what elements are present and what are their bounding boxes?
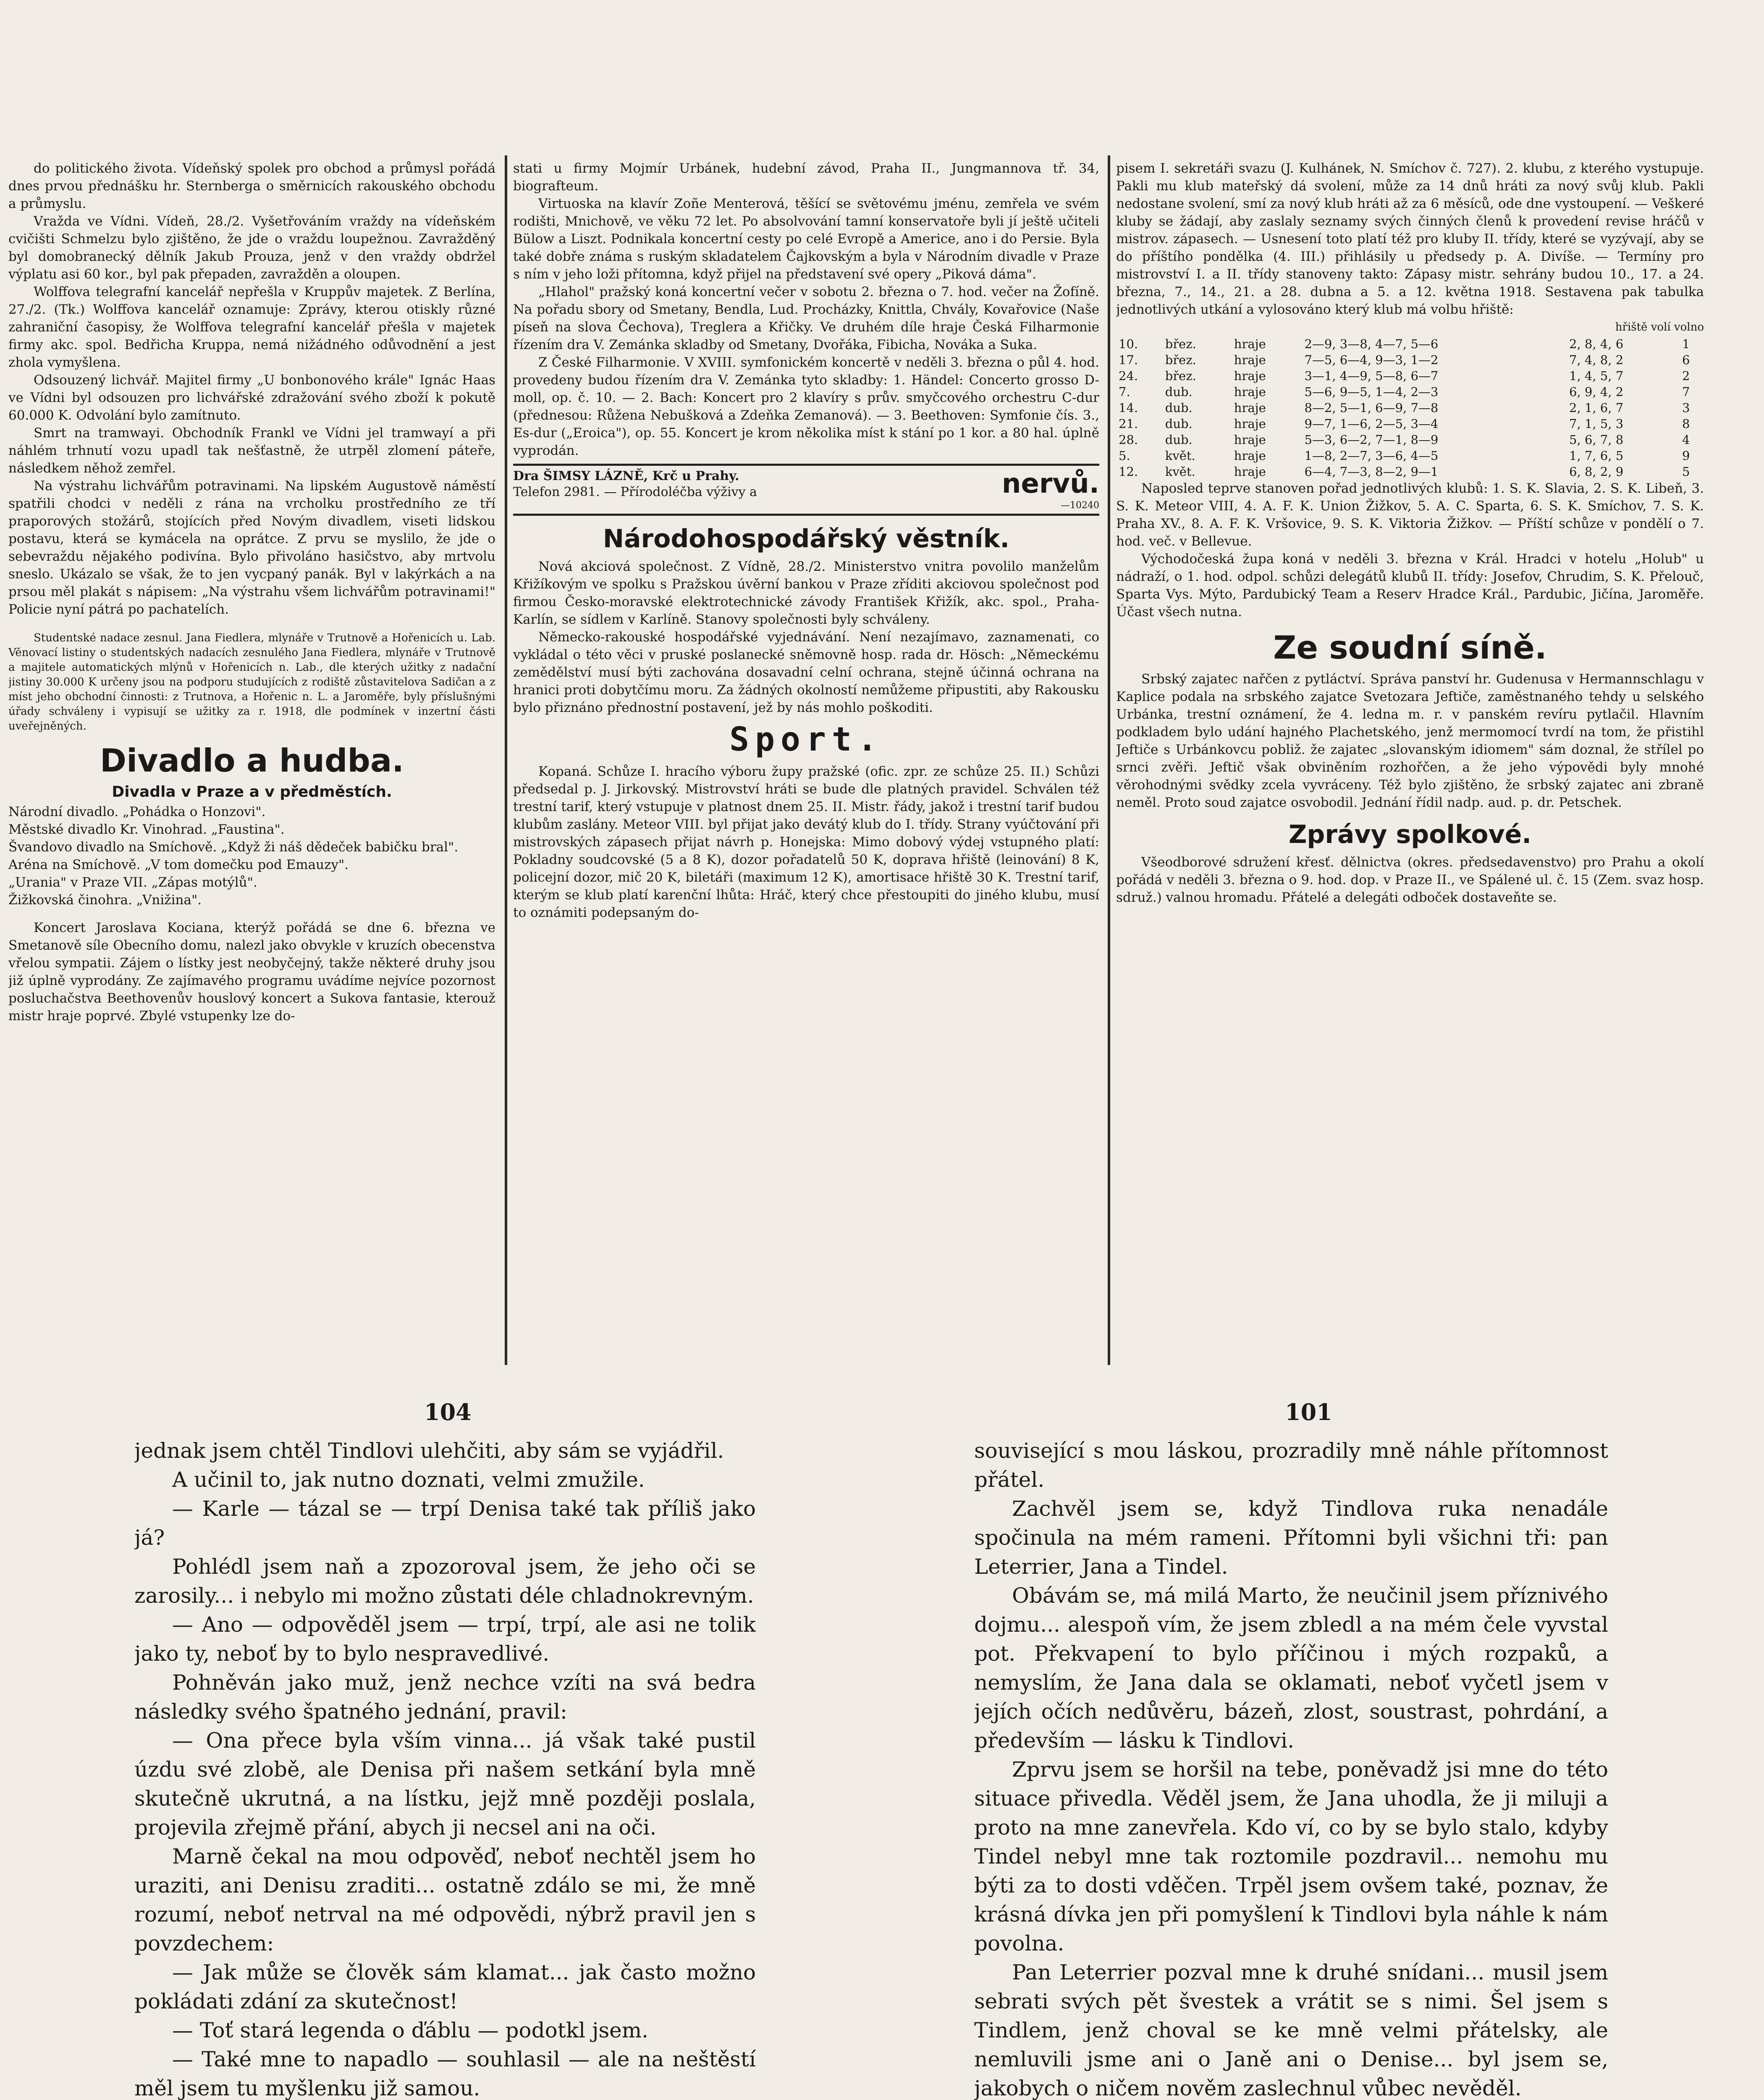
table-cell: 1, 4, 5, 7 — [1569, 369, 1624, 383]
table-cell: 1 — [1682, 337, 1690, 351]
section-heading-clubs: Zprávy spolkové. — [1288, 820, 1532, 849]
table-cell: hraje — [1234, 385, 1266, 399]
news-item: Naposled teprve stanoven pořad jednotlivých klubů: 1. S. K. Slavia, 2. S. K. Libeň, 3. S. K. Meteor VIII, 4. A. F. K. Union Žižkov, 5. A. C. Sparta, 6. S. K. Smíchov, 7. S. K. Praha XV., 8. A. F. K. Vršovice, 9. S. K. Viktoria Žižkov. — Příští schůze v pondělí o 7. hod. več. v Bellevue. — [1116, 481, 1704, 549]
news-item: Kopaná. Schůze I. hracího výboru župy pražské (ofic. zpr. ze schůze 25. II.) Schůzi předsedal p. J. Jirkovský. Mistrovství hráti se bude dle platných pravidel. Schválen též trestní tarif, který vstupuje v platnost dnem 25. II. Mistr. řády, jakož i trestní tarif budou klubům zaslány. Meteor VIII. byl přijat jako devátý klub do I. třídy. Strany vyúčtování při mistrovských zápasech přijat návrh p. Honejska: Mimo dobový výdej vstupného platí: Pokladny soudcovské (5 a 8 K), dozor pořadatelů 50 K, doprava hřiště (leinování) 8 K, policejní dozor, mič 20 K, biletáři (maximum 12 K), amortisace hřiště 30 K. Trestní tarif, kterým se klub platí karenční lhůta: Hráč, který chce přestoupiti do jiného klubu, musí to oznámiti podepsaným do- — [513, 764, 1099, 920]
novel-paragraph: související s mou láskou, prozradily mně náhle přítomnost přátel. — [974, 1438, 1608, 1492]
table-cell: 3 — [1682, 401, 1690, 415]
table-cell: břez. — [1165, 337, 1196, 351]
table-cell: hraje — [1234, 417, 1266, 431]
table-cell: 2, 1, 6, 7 — [1569, 401, 1624, 415]
novel-paragraph: — Karle — tázal se — trpí Denisa také tak příliš jako já? — [134, 1496, 756, 1550]
table-row — [1116, 400, 1704, 416]
table-row — [1116, 368, 1704, 384]
novel-paragraph: — Ona přece byla vším vinna... já však také pustil úzdu své zlobě, ale Denisa při našem setkání byla mně skutečně ukrutná, a na lístku, jejž mně později poslala, projevila zřejmě přání, abych ji necsel ani na oči. — [134, 1728, 756, 1840]
novel-text-right — [974, 1436, 1608, 2100]
table-cell: květ. — [1165, 465, 1195, 479]
novel-paragraph: — Toť stará legenda o ďáblu — podotkl jsem. — [172, 2018, 649, 2042]
theatre-listing: Švandovo divadlo na Smíchově. „Když ži náš dědeček babičku bral". — [8, 840, 459, 855]
table-cell: 5—6, 9—5, 1—4, 2—3 — [1304, 385, 1439, 399]
novel-paragraph: — Jak může se člověk sám klamat... jak často možno pokládati zdání za skutečnost! — [134, 1960, 756, 2013]
news-item: Wolffova telegrafní kancelář nepřešla v Kruppův majetek. Z Berlína, 27./2. (Tk.) Wolffova kancelář oznamuje: Zprávy, kterou otiskly různé zahraniční časopisy, že Wolffova telegrafní kancelář přešla v majetek firmy akc. spol. Bedřicha Kruppa, nemá nižádného odůvodnění a jest zhola vymyšlena. — [8, 284, 495, 370]
page-number-left: 104 — [424, 1399, 472, 1425]
ad-word: nervů. — [1001, 468, 1099, 499]
ad-code: —10240 — [1061, 500, 1099, 511]
news-column-3 — [1116, 160, 1704, 1365]
news-item: Koncert Jaroslava Kociana, kterýž pořádá se dne 6. března ve Smetanově síle Obecního domu, nalezl jako obvykle v kruzích obecenstva vřelou sympatii. Zájem o lístky jest neobyčejný, takže některé druhy jsou již úplně vyprodány. Ze zajímavého programu uvádíme nejvíce pozornost posluchačstva Beethovenův houslový koncert a Sukova fantasie, kterouž mistr hraje poprvé. Zbylé vstupenky lze do- — [8, 920, 495, 1024]
news-item: Smrt na tramwayi. Obchodník Frankl ve Vídni jel tramwayí a při náhlém trhnutí vozu upadl tak nešťastně, že utrpěl zlomení páteře, následkem něhož zemřel. — [8, 425, 495, 476]
column-rule-1 — [505, 155, 507, 1365]
table-cell: 6, 9, 4, 2 — [1569, 385, 1624, 399]
table-header: hřiště volí volno — [1615, 321, 1704, 333]
news-item: Všeodborové sdružení křesť. dělnictva (okres. předsedavenstvo) pro Prahu a okolí pořádá v neděli 3. března o 9. hod. dop. v Praze II., ve Spálené ul. č. 15 (Zem. svaz hosp. sdruž.) valnou hromadu. Přátelé a delegáti odboček dostaveňte se. — [1116, 855, 1704, 905]
ad-line: Dra ŠIMSY LÁZNĚ, Krč u Prahy. — [513, 469, 739, 483]
table-row — [1116, 384, 1704, 400]
news-item: „Hlahol" pražský koná koncertní večer v sobotu 2. března o 7. hod. večer na Žofíně. Na pořadu sbory od Smetany, Bendla, Lud. Procházky, Knittla, Chvály, Kovařovice (Naše píseň na slova Čechova), Treglera a Křičky. Ve druhém díle hraje Česká Filharmonie řízením dra V. Zemánka skladby od Smetany, Dvořáka, Fibicha, Nováka a Suka. — [513, 284, 1099, 352]
table-cell: dub. — [1165, 417, 1193, 431]
novel-paragraph: A učinil to, jak nutno doznati, velmi zmužile. — [172, 1467, 645, 1492]
table-cell: břez. — [1165, 353, 1196, 367]
table-cell: 2—9, 3—8, 4—7, 5—6 — [1304, 337, 1439, 351]
novel-paragraph: — Ano — odpověděl jsem — trpí, trpí, ale asi ne tolik jako ty, neboť by to bylo nespravedlivé. — [134, 1612, 756, 1666]
ad-line: Telefon 2981. — Přírodoléčba výživy a — [513, 485, 757, 499]
novel-paragraph: Pan Leterrier pozval mne k druhé snídani... musil jsem sebrati svých pět švestek a vrátit se s nimi. Šel jsem s Tindlem, jenž choval se ke mně velmi přátelsky, ale nemluvili jsme ani o Janě ani o Denise... byl jsem se, jakobych o ničem nověm zaslechnul vůbec nevěděl. — [974, 1960, 1608, 2100]
table-row — [1116, 464, 1704, 480]
table-cell: hraje — [1234, 337, 1266, 351]
table-cell: 5. — [1119, 449, 1130, 463]
novel-text-left — [134, 1436, 756, 2100]
table-cell: 8—2, 5—1, 6—9, 7—8 — [1304, 401, 1439, 415]
page-number-right: 101 — [1285, 1399, 1332, 1425]
table-cell: 24. — [1119, 369, 1138, 383]
section-heading-sport: Sport. — [729, 721, 883, 759]
small-notice: Studentské nadace zesnul. Jana Fiedlera, mlynáře v Trutnově a Hořenicích u. Lab. Věnovací listiny o studentských nadacích zesnulého Jana Fiedlera, mlynáře v Trutnově a majitele automatických mlýnů v Hořenicích n. Lab., dle kterých užitky z nadační jistiny 30.000 K určeny jsou na podporu studujících z rodiště zůstavitelova Sadičan a z míst jeho obchodní činnosti: z Trutnova, a Hořenic n. L. a Jaroměře, byly příslušnými úřady schváleny i vypisují se užitky za r. 1918, dle podmínek v inzertní části uveřejněných. — [8, 632, 495, 732]
table-cell: 7 — [1682, 385, 1690, 399]
novel-paragraph: Pohlédl jsem naň a zpozoroval jsem, že jeho oči se zarosily... i nebylo mi možno zůstati déle chladnokrevným. — [134, 1554, 756, 1608]
fixture-table — [1116, 336, 1704, 480]
table-row — [1116, 416, 1704, 432]
table-cell: hraje — [1234, 401, 1266, 415]
table-cell: dub. — [1165, 433, 1193, 447]
news-item: Odsouzený lichvář. Majitel firmy „U bonbonového krále" Ignác Haas ve Vídni byl odsouzen pro lichvářské zdražování svého zboží k pokutě 60.000 K. Odvolání bylo zamítnuto. — [8, 373, 495, 423]
theatre-listing: „Urania" v Praze VII. „Zápas motýlů". — [8, 875, 257, 890]
table-cell: dub. — [1165, 385, 1193, 399]
theatre-listing: Žižkovská činohra. „Vnižina". — [8, 892, 202, 908]
table-cell: břez. — [1165, 369, 1196, 383]
table-cell: hraje — [1234, 353, 1266, 367]
table-cell: hraje — [1234, 369, 1266, 383]
table-cell: 1, 7, 6, 5 — [1569, 449, 1624, 463]
table-cell: 14. — [1119, 401, 1138, 415]
table-cell: 7. — [1119, 385, 1130, 399]
table-cell: 6, 8, 2, 9 — [1569, 465, 1624, 479]
table-cell: 17. — [1119, 353, 1138, 367]
table-cell: 21. — [1119, 417, 1138, 431]
section-heading-court: Ze soudní síně. — [1273, 629, 1547, 666]
table-cell: 7, 4, 8, 2 — [1569, 353, 1624, 367]
table-cell: dub. — [1165, 401, 1193, 415]
theatre-listing: Aréna na Smíchově. „V tom domečku pod Emauzy". — [8, 857, 349, 872]
news-item: Srbský zajatec nařčen z pytláctví. Správa panství hr. Gudenusa v Hermannschlagu v Kaplice podala na srbského zajatce Svetozara Jeftiče, zaměstnaného tehdy u selského Urbánka, trestní oznámení, že 4. ledna m. r. v panském revíru pytlačil. Hlavním podkladem bylo udání hajného Plachetského, jenž mermomocí tvrdí na tom, že přistihl Jeftiče s Urbánkovcu pobliž. že zajatec „slovanským idiomem" sám doznal, že střílel po srnci zvěři. Jeftič však obviněním rozhořčen, a že jeho výpovědi byly mnohé věrohodnými svědky zcela vyvráceny. Též bylo zjištěno, že srbský zajatec ani zbraně neměl. Proto soud zajatce osvobodil. Jednání řídil nadp. aud. p. dr. Petschek. — [1116, 672, 1704, 810]
novel-paragraph: jednak jsem chtěl Tindlovi ulehčiti, aby sám se vyjádřil. — [134, 1438, 724, 1463]
table-cell: 4 — [1682, 433, 1690, 447]
section-heading-theatre: Divadlo a hudba. — [100, 742, 404, 779]
section-heading-economy: Národohospodářský věstník. — [603, 524, 1010, 554]
table-cell: 10. — [1119, 337, 1138, 351]
novel-paragraph: Marně čekal na mou odpověď, neboť nechtěl jsem ho uraziti, ani Denisu zraditi... ostatně zdálo se mi, že mně rozumí, neboť netrval na mé odpovědi, nýbrž pravil jen s povzdechem: — [134, 1844, 756, 1956]
table-cell: 7—5, 6—4, 9—3, 1—2 — [1304, 353, 1439, 367]
news-item: Nová akciová společnost. Z Vídně, 28./2. Ministerstvo vnitra povolilo manželům Křižíkovým ve spolku s Pražskou úvěrní bankou v Praze zříditi akciovou společnost pod firmou Česko-moravské elektrotechnické závody František Křižík, akc. spol., Praha-Karlín, se sídlem v Karlíně. Stanovy společnosti byly schváleny. — [513, 559, 1099, 627]
table-cell: 3—1, 4—9, 5—8, 6—7 — [1304, 369, 1439, 383]
table-cell: 7, 1, 5, 3 — [1569, 417, 1624, 431]
table-cell: 28. — [1119, 433, 1138, 447]
news-item: stati u firmy Mojmír Urbánek, hudební závod, Praha II., Jungmannova tř. 34, biografteum. — [513, 161, 1099, 194]
news-item: Vražda ve Vídni. Vídeň, 28./2. Vyšetřováním vraždy na vídeňském cvičišti Schmelzu bylo zjištěno, že jde o vraždu loupežnou. Zavražděný byl domobranecký dělník Jakub Prouza, jenž v den vraždy obdržel výplatu asi 60 kor., byl pak přepaden, zavražděn a oloupen. — [8, 214, 495, 282]
table-cell: 2, 8, 4, 6 — [1569, 337, 1624, 351]
news-item: pisem I. sekretáři svazu (J. Kulhánek, N. Smíchov č. 727). 2. klubu, z kterého vystupuje. Pakli mu klub mateřský dá svolení, může za 14 dnů hráti za nový svůj klub. Pakli nedostane svolení, smí za nový klub hráti až za 6 měsíců, ode dne vystoupení. — Veškeré kluby se žádají, aby zaslaly seznamy svých činných členů k provedení revise hráčů v mistrov. zápasech. — Usnesení toto platí též pro kluby II. třídy, které se vyzývají, aby se do příštího pondělka (4. III.) přihlásily u předsedy p. A. Divíše. — Termíny pro mistrovství I. a II. třídy stanoveny takto: Zápasy mistr. sehrány budou 10., 17. a 24. března, 7., 14., 21. a 28. dubna a 5. a 12. května 1918. Sestavena pak tabulka jednotlivých utkání a vylosováno který klub má volbu hřiště: — [1116, 161, 1704, 317]
news-item: Virtuoska na klavír Zoñe Menterová, těšící se světovému jménu, zemřela ve svém rodišti, Mnichově, ve věku 72 let. Po absolvování tamní konservatoře byli jí ještě učiteli Bülow a Liszt. Podnikala koncertní cesty po celé Evropě a Americe, ano i do Persie. Byla také dobře známa s ruským skladatelem Čajkovským a byla v Národním divadle v Praze s ním v jeho loži přítomna, když přijel na představení své opery „Piková dáma". — [513, 196, 1099, 282]
news-column-2 — [513, 160, 1099, 1365]
advertisement — [513, 464, 1099, 516]
section-subheading: Divadla v Praze a v předměstích. — [112, 783, 392, 801]
table-cell: 9—7, 1—6, 2—5, 3—4 — [1304, 417, 1439, 431]
novel-paragraph: — Také mne to napadlo — souhlasil — ale na neštěstí měl jsem tu myšlenku již samou. — [134, 2047, 756, 2100]
table-cell: 6 — [1682, 353, 1690, 367]
news-column-1 — [8, 160, 495, 1365]
novel-paragraph: Zprvu jsem se horšil na tebe, poněvadž jsi mne do této situace přivedla. Věděl jsem, že Jana uhodla, že ji miluji a proto na mne zanevřela. Kdo ví, co by se bylo stalo, kdyby Tindel nebyl mne tak roztomile pozdravil... nemohu mu býti za to dosti vděčen. Trpěl jsem ovšem také, poznav, že krásná dívka jen při pomyšlení k Tindlovi byla náhle k nám povolna. — [974, 1757, 1608, 1956]
table-cell: 6—4, 7—3, 8—2, 9—1 — [1304, 465, 1439, 479]
news-item: Německo-rakouské hospodářské vyjednávání. Není nezajímavo, zaznamenati, co vykládal o této věci v pruské poslanecké sněmovně hosp. rada dr. Hösch: „Německému zemědělství musí býti zachována dosavadní celní ochrana, stejně účinná ochrana na hranici proti dobytčímu moru. Za žádných okolností nemůžeme připustiti, aby Rakousku bylo přiznáno přednostní postavení, jež by nás mohlo poškoditi. — [513, 630, 1099, 715]
table-cell: květ. — [1165, 449, 1195, 463]
table-cell: 5, 6, 7, 8 — [1569, 433, 1624, 447]
novel-paragraph: Obávám se, má milá Marto, že neučinil jsem příznivého dojmu... alespoň vím, že jsem zbledl a na mém čele vyvstal pot. Překvapení to bylo příčinou i mých rozpaků, a nemyslím, že Jana dala se oklamati, neboť vyčetl jsem v jejích očích nedůvěru, bázeň, zlost, soustrast, pohrdání, a především — lásku k Tindlovi. — [974, 1583, 1608, 1753]
table-cell: 2 — [1682, 369, 1690, 383]
table-cell: hraje — [1234, 465, 1266, 479]
table-cell: 5—3, 6—2, 7—1, 8—9 — [1304, 433, 1439, 447]
theatre-listing: Městské divadlo Kr. Vinohrad. „Faustina". — [8, 822, 285, 837]
table-row — [1116, 336, 1704, 352]
novel-paragraph: Zachvěl jsem se, když Tindlova ruka nenadále spočinula na mém rameni. Přítomni byli všichni tři: pan Leterrier, Jana a Tindel. — [974, 1496, 1608, 1579]
table-row — [1116, 448, 1704, 464]
table-cell: hraje — [1234, 449, 1266, 463]
table-row — [1116, 432, 1704, 448]
table-cell: 9 — [1682, 449, 1690, 463]
column-rule-2 — [1108, 155, 1110, 1365]
table-cell: 8 — [1682, 417, 1690, 431]
news-item: do politického života. Vídeňský spolek pro obchod a průmysl pořádá dnes prvou přednášku hr. Sternberga o směrnicích rakouského obchodu a průmyslu. — [8, 161, 495, 211]
theatre-listing: Národní divadlo. „Pohádka o Honzovi". — [8, 804, 266, 819]
table-cell: 5 — [1682, 465, 1690, 479]
table-cell: hraje — [1234, 433, 1266, 447]
table-cell: 1—8, 2—7, 3—6, 4—5 — [1304, 449, 1439, 463]
news-item: Východočeská župa koná v neděli 3. března v Král. Hradci v hotelu „Holub" u nádraží, o 1. hod. odpol. schůzi delegátů klubů II. třídy: Josefov, Chrudim, S. K. Přelouč, Sparta Vys. Mýto, Pardubický Team a Reserv Hradce Král., Pardubic, Jičína, Jaroměře. Účast všech nutna. — [1116, 551, 1704, 620]
table-row — [1116, 352, 1704, 368]
novel-paragraph: Pohněván jako muž, jenž nechce vzíti na svá bedra následky svého špatného jednání, pravil: — [134, 1670, 756, 1724]
news-item: Z České Filharmonie. V XVIII. symfonickém koncertě v neděli 3. března o půl 4. hod. provedeny budou řízením dra V. Zemánka tyto skladby: 1. Händel: Concerto grosso D-moll, op. č. 10. — 2. Bach: Koncert pro 2 klavíry s prův. smyčcového orchestru C-dur (přednesou: Růžena Nebušková a Zdeňka Zemanová). — 3. Beethoven: Symfonie čís. 3., Es-dur („Eroica"), op. 55. Koncert je krom několika míst k stání po 1 kor. a 80 hal. úplně vyprodán. — [513, 355, 1099, 458]
table-cell: 12. — [1119, 465, 1138, 479]
news-item: Na výstrahu lichvářům potravinami. Na lipském Augustově náměstí spatřili chodci v neděli z rána na vrcholku prostředního ze tří praporových stožárů, stojících před Novým divadlem, viseti lidskou postavu, která se kymácela na oprátce. Z prvu se myslilo, že jde o sebevraždu nějakého podivína. Bylo přivoláno hasičstvo, aby mrtvolu sneslo. Ukázalo se však, že to jen vycpaný panák. Byl v lakýrkách a na prsou měl plakát s nápisem: „Na výstrahu všem lichvářům potravinami!" Policie nyní pátrá po pachatelích. — [8, 478, 495, 617]
